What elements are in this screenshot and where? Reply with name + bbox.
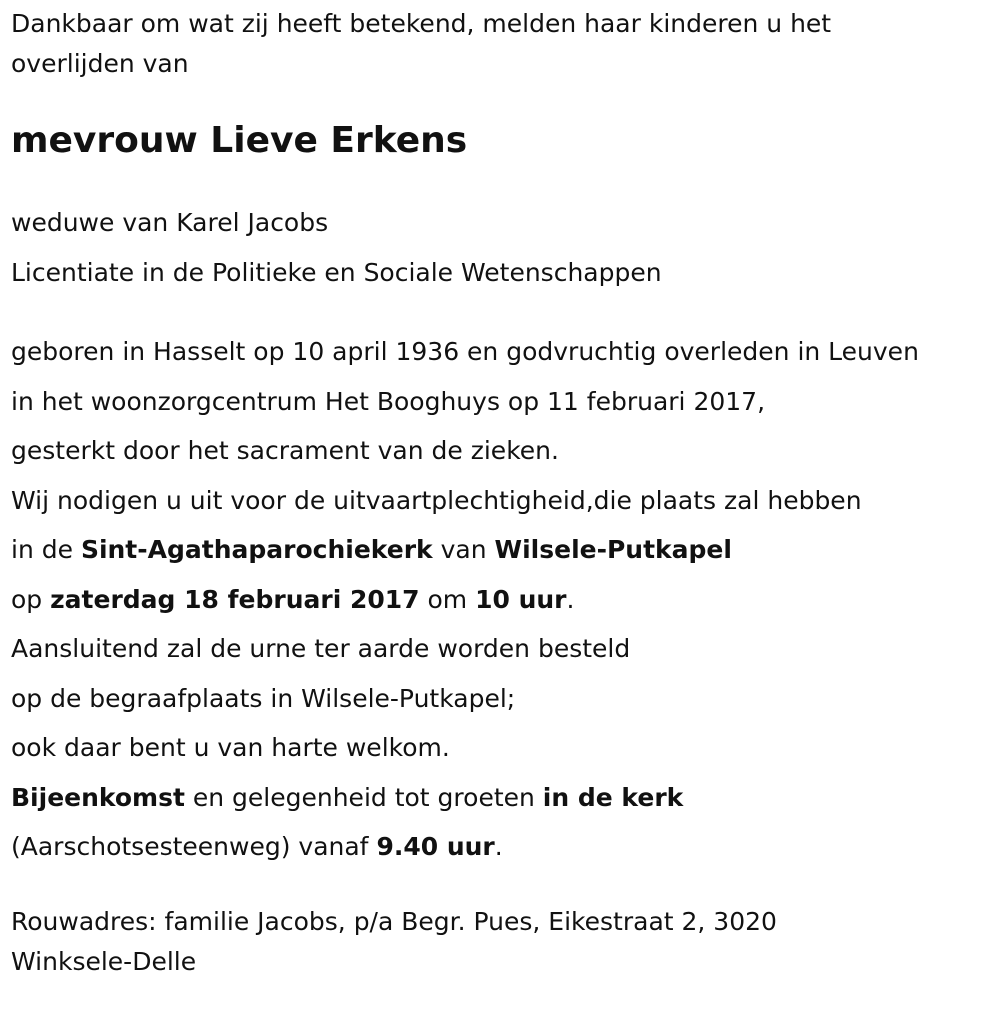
- church-town: Wilsele-Putkapel: [494, 535, 732, 564]
- church-prefix: in de: [11, 535, 81, 564]
- intro-paragraph: [11, 4, 991, 84]
- cemetery-line: op de begraafplaats in Wilsele-Putkapel;: [11, 683, 516, 713]
- widow-line: weduwe van Karel Jacobs: [11, 208, 329, 237]
- urn-line: Aansluitend zal de urne ter aarde worden besteld: [11, 634, 631, 663]
- mourning-address-block: [11, 902, 991, 982]
- intro-line-2: overlijden van: [11, 49, 189, 78]
- birth-line: geboren in Hasselt op 10 april 1936 en godvruchtig overleden in Leuven: [11, 337, 919, 366]
- date-end: .: [566, 584, 575, 614]
- address-prefix: (Aarschotsesteenweg) vanaf: [11, 832, 377, 861]
- date-mid: om: [419, 584, 476, 614]
- gathering-time: 9.40 uur: [376, 832, 495, 861]
- date-prefix: op: [11, 584, 51, 614]
- gathering-label: Bijeenkomst: [11, 782, 185, 812]
- gathering-line: [11, 773, 991, 823]
- invite-line: Wij nodigen u uit voor de uitvaartplechtigheid,die plaats zal hebben: [11, 485, 862, 515]
- address-end: .: [494, 832, 503, 861]
- church-line: [11, 525, 991, 575]
- date-line: [11, 575, 991, 625]
- mourning-address-line-1: Rouwadres: familie Jacobs, p/a Begr. Pues, Eikestraat 2, 3020: [11, 906, 777, 936]
- sacrament-line: gesterkt door het sacrament van de zieken.: [11, 436, 559, 465]
- address-line: [11, 822, 991, 872]
- deceased-name: mevrouw Lieve Erkens: [11, 120, 468, 161]
- gathering-mid: en gelegenheid tot groeten: [184, 782, 543, 812]
- degree-line: Licentiate in de Politieke en Sociale Wetenschappen: [11, 257, 662, 287]
- church-name: Sint-Agathaparochiekerk: [80, 535, 433, 564]
- gathering-place: in de kerk: [542, 782, 684, 812]
- details-block: [11, 198, 991, 297]
- mourning-address-line-2: Winksele-Delle: [11, 946, 197, 976]
- welcome-line: ook daar bent u van harte welkom.: [11, 733, 450, 762]
- funeral-details-block: [11, 327, 991, 872]
- church-mid: van: [432, 535, 495, 564]
- death-place-line: in het woonzorgcentrum Het Booghuys op 11 februari 2017,: [11, 386, 766, 416]
- funeral-time: 10 uur: [475, 584, 567, 614]
- intro-line-1: Dankbaar om wat zij heeft betekend, melden haar kinderen u het: [11, 9, 832, 38]
- funeral-date: zaterdag 18 februari 2017: [50, 584, 420, 614]
- obituary-page: [11, 0, 991, 982]
